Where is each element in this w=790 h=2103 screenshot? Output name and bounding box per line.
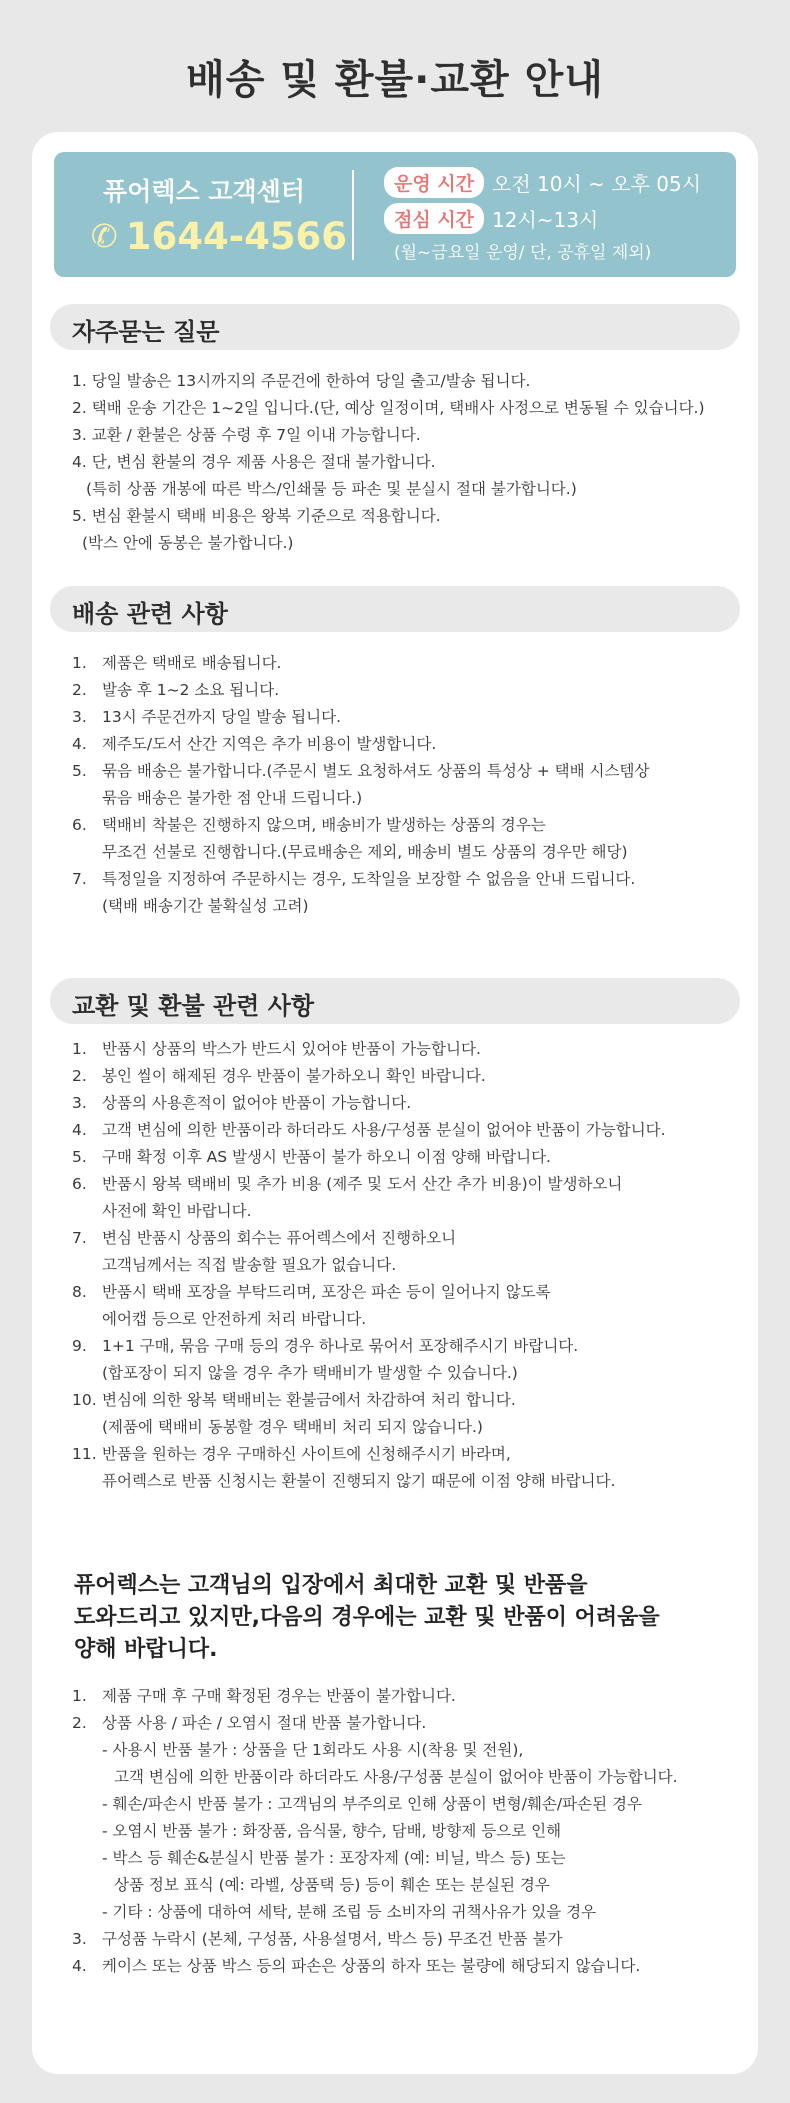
list-item [72,1468,742,1495]
operating-hours-value: 오전 10시 ~ 오후 05시 [492,172,702,196]
list-item [72,1225,742,1252]
list-item [72,1818,742,1845]
list-item [72,1036,742,1063]
shipping-list [72,650,742,920]
page-title: 배송 및 환불·교환 안내 [186,57,604,103]
list-item-text: 고객 변심에 의한 반품이라 하더라도 사용/구성품 분실이 없어야 반품이 가능합니다. [102,1121,666,1139]
banner-hours [384,152,734,277]
list-item: 1. 당일 발송은 13시까지의 주문건에 한하여 당일 출고/발송 됩니다. [72,372,531,390]
list-item-text: 에어캡 등으로 안전하게 처리 바랍니다. [102,1310,367,1328]
list-item-number: 2. [72,1067,87,1085]
shipping-section-header [50,586,740,632]
list-item [72,893,742,920]
list-item-text: 사전에 확인 바랍니다. [102,1202,252,1220]
list-item-text: 제주도/도서 산간 지역은 추가 비용이 발생합니다. [102,735,437,753]
list-item [72,1171,742,1198]
list-item-text: 무조건 선불로 진행합니다.(무료배송은 제외, 배송비 별도 상품의 경우만 해당) [102,843,628,861]
list-item-text: 봉인 씰이 해제된 경우 반품이 불가하오니 확인 바랍니다. [102,1067,486,1085]
notice-heading-line: 양해 바랍니다. [74,1637,218,1662]
lunch-hours-value: 12시~13시 [492,208,599,232]
list-item [72,704,742,731]
list-item-text: 상품의 사용흔적이 없어야 반품이 가능합니다. [102,1094,412,1112]
list-item: 2. 택배 운송 기간은 1~2일 입니다.(단, 예상 일정이며, 택배사 사정으로 변동될 수 있습니다.) [72,399,705,417]
list-item-number: 7. [72,1229,87,1247]
operating-hours-row [384,167,701,198]
shipping-heading: 배송 관련 사항 [72,600,228,628]
list-item [72,677,742,704]
list-item-text: 13시 주문건까지 당일 발송 됩니다. [102,708,342,726]
list-item [72,812,742,839]
list-item-number: 1. [72,654,87,672]
list-item-number: 8. [72,1283,87,1301]
list-item-text: 발송 후 1~2 소요 됩니다. [102,681,280,699]
list-item-number: 6. [72,816,87,834]
list-item [72,1926,742,1953]
faq-heading: 자주묻는 질문 [72,318,220,346]
center-name: 퓨어렉스 고객센터 [103,177,305,206]
notice-heading [74,1570,714,1666]
list-item-text: 묶음 배송은 불가합니다.(주문시 별도 요청하셔도 상품의 특성상 + 택배 시스템상 [102,762,650,780]
info-card [32,132,758,2074]
list-item [72,1198,742,1225]
list-item [72,731,742,758]
list-item-number: 3. [72,1930,87,1948]
list-item [72,1791,742,1818]
phone-row[interactable] [84,214,354,258]
operating-hours-badge: 운영 시간 [384,167,484,198]
lunch-hours-row [384,203,598,234]
list-item-number: 10. [72,1391,97,1409]
list-item-text: (합포장이 되지 않을 경우 추가 택배비가 발생할 수 있습니다.) [102,1364,518,1382]
list-item-number: 1. [72,1040,87,1058]
list-item-text: 케이스 또는 상품 박스 등의 파손은 상품의 하자 또는 불량에 해당되지 않습니다. [102,1957,641,1975]
list-item: (박스 안에 동봉은 불가합니다.) [82,534,294,552]
list-item [72,1441,742,1468]
list-item-text: 제품 구매 후 구매 확정된 경우는 반품이 불가합니다. [102,1687,456,1705]
list-item-text: 퓨어렉스로 반품 신청시는 환불이 진행되지 않기 때문에 이점 양해 바랍니다. [102,1472,616,1490]
list-item-text: 고객 변심에 의한 반품이라 하더라도 사용/구성품 분실이 없어야 반품이 가능합니다. [114,1768,678,1786]
list-item-text: 상품 정보 표식 (예: 라벨, 상품택 등) 등이 훼손 또는 분실된 경우 [114,1876,550,1894]
list-item-number: 2. [72,1714,87,1732]
list-item-text: (제품에 택배비 동봉할 경우 택배비 처리 되지 않습니다.) [102,1418,483,1436]
list-item-text: 변심 반품시 상품의 회수는 퓨어렉스에서 진행하오니 [102,1229,457,1247]
list-item [72,1360,742,1387]
list-item-text: 특정일을 지정하여 주문하시는 경우, 도착일을 보장할 수 없음을 안내 드립니다. [102,870,636,888]
list-item-text: 상품 사용 / 파손 / 오염시 절대 반품 불가합니다. [102,1714,427,1732]
list-item-text: 구매 확정 이후 AS 발생시 반품이 불가 하오니 이점 양해 바랍니다. [102,1148,551,1166]
list-item [72,1387,742,1414]
list-item-number: 7. [72,870,87,888]
list-item [72,1953,742,1980]
list-item [72,758,742,785]
notice-list [72,1683,742,1980]
list-item [72,1710,742,1737]
list-item-text: 변심에 의한 왕복 택배비는 환불금에서 차감하여 처리 합니다. [102,1391,516,1409]
list-item [72,1764,742,1791]
list-item [72,1737,742,1764]
hours-note: (월~금요일 운영/ 단, 공휴일 제외) [394,243,652,263]
customer-center-banner [54,152,736,277]
list-item [72,866,742,893]
list-item [72,1117,742,1144]
list-item-number: 6. [72,1175,87,1193]
notice-heading-line: 퓨어렉스는 고객님의 입장에서 최대한 교환 및 반품을 [74,1573,588,1598]
list-item: 4. 단, 변심 환불의 경우 제품 사용은 절대 불가합니다. [72,453,436,471]
faq-section-header [50,304,740,350]
lunch-hours-badge: 점심 시간 [384,203,484,234]
list-item-text: - 박스 등 훼손&분실시 반품 불가 : 포장자제 (예: 비닐, 박스 등) 또는 [102,1849,566,1867]
list-item-number: 4. [72,1121,87,1139]
list-item-text: (택배 배송기간 불확실성 고려) [102,897,309,915]
list-item-number: 1. [72,1687,87,1705]
phone-icon: ✆ [90,217,118,255]
list-item [72,1683,742,1710]
list-item-text: - 오염시 반품 불가 : 화장품, 음식물, 향수, 담배, 방향제 등으로 인해 [102,1822,562,1840]
list-item [72,839,742,866]
list-item [72,1252,742,1279]
list-item [72,1144,742,1171]
list-item [72,1090,742,1117]
list-item-text: - 기타 : 상품에 대하여 세탁, 분해 조립 등 소비자의 귀책사유가 있을 경우 [102,1903,597,1921]
list-item-text: 고객님께서는 직접 발송할 필요가 없습니다. [102,1256,397,1274]
banner-contact [54,152,354,277]
list-item-number: 2. [72,681,87,699]
list-item-number: 9. [72,1337,87,1355]
list-item: 5. 변심 환불시 택배 비용은 왕복 기준으로 적용합니다. [72,507,441,525]
list-item-number: 11. [72,1445,97,1463]
list-item-text: - 훼손/파손시 반품 불가 : 고객님의 부주의로 인해 상품이 변형/훼손/파손된 경우 [102,1795,642,1813]
list-item: (특히 상품 개봉에 따른 박스/인쇄물 등 파손 및 분실시 절대 불가합니다.) [86,480,577,498]
list-item-text: - 사용시 반품 불가 : 상품을 단 1회라도 사용 시(착용 및 전원), [102,1741,524,1759]
list-item [72,1872,742,1899]
list-item-number: 4. [72,735,87,753]
list-item [72,1845,742,1872]
notice-heading-line: 도와드리고 있지만,다음의 경우에는 교환 및 반품이 어려움을 [74,1605,660,1630]
phone-number[interactable]: 1644-4566 [125,214,348,258]
list-item-text: 반품시 왕복 택배비 및 추가 비용 (제주 및 도서 산간 추가 비용)이 발생하오니 [102,1175,623,1193]
list-item: 3. 교환 / 환불은 상품 수령 후 7일 이내 가능합니다. [72,426,421,444]
list-item [72,1414,742,1441]
list-item-text: 반품을 원하는 경우 구매하신 사이트에 신청해주시기 바라며, [102,1445,511,1463]
list-item-number: 5. [72,762,87,780]
list-item-number: 3. [72,708,87,726]
exchange-section-header [50,978,740,1024]
list-item-number: 5. [72,1148,87,1166]
list-item-text: 반품시 택배 포장을 부탁드리며, 포장은 파손 등이 일어나지 않도록 [102,1283,551,1301]
list-item-text: 구성품 누락시 (본체, 구성품, 사용설명서, 박스 등) 무조건 반품 불가 [102,1930,563,1948]
list-item-text: 반품시 상품의 박스가 반드시 있어야 반품이 가능합니다. [102,1040,481,1058]
list-item [72,1899,742,1926]
faq-list [72,368,742,557]
list-item [72,1306,742,1333]
list-item-text: 택배비 착불은 진행하지 않으며, 배송비가 발생하는 상품의 경우는 [102,816,546,834]
list-item-text: 제품은 택배로 배송됩니다. [102,654,282,672]
list-item-text: 1+1 구매, 묶음 구매 등의 경우 하나로 묶어서 포장해주시기 바랍니다. [102,1337,579,1355]
list-item [72,1063,742,1090]
list-item [72,785,742,812]
list-item-number: 3. [72,1094,87,1112]
exchange-heading: 교환 및 환불 관련 사항 [72,992,315,1020]
list-item [72,650,742,677]
exchange-list [72,1036,742,1495]
list-item [72,1279,742,1306]
list-item-number: 4. [72,1957,87,1975]
list-item-text: 묶음 배송은 불가한 점 안내 드립니다.) [102,789,363,807]
list-item [72,1333,742,1360]
banner-divider [352,170,354,260]
